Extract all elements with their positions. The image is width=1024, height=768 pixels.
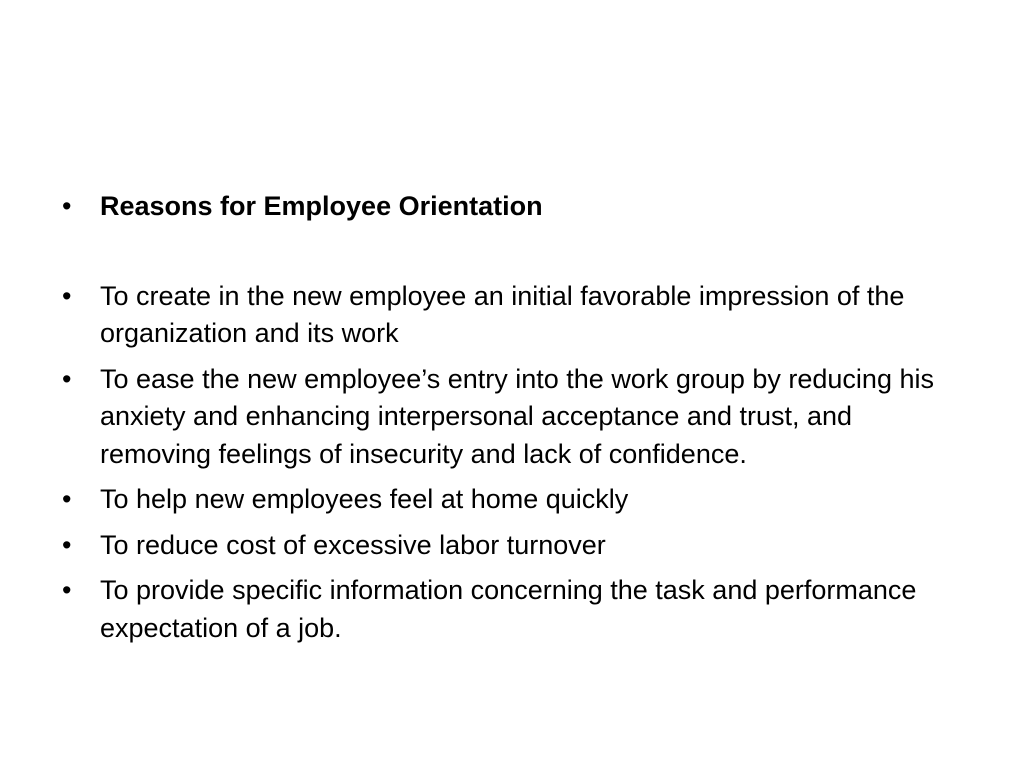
bullet-dot-icon: • bbox=[62, 575, 72, 605]
bullet-item-text: To provide specific information concerning the task and performance expectation of a job. bbox=[100, 575, 917, 643]
bullet-dot-icon: • bbox=[62, 529, 72, 560]
bullet-item bbox=[62, 527, 962, 565]
bullet-dot-icon: • bbox=[62, 484, 72, 514]
bullet-item bbox=[62, 361, 962, 474]
bullet-list bbox=[62, 188, 962, 647]
bullet-dot-icon: • bbox=[62, 363, 72, 394]
bullet-heading bbox=[62, 188, 962, 226]
bullet-item-text: To create in the new employee an initial favorable impression of the organization and its work bbox=[100, 280, 905, 348]
bullet-heading-text: Reasons for Employee Orientation bbox=[100, 191, 543, 221]
bullet-item-text: To help new employees feel at home quickly bbox=[100, 484, 629, 514]
bullet-item bbox=[62, 278, 962, 353]
bullet-item-text: To reduce cost of excessive labor turnover bbox=[100, 529, 606, 560]
bullet-dot-icon: • bbox=[62, 280, 72, 311]
bullet-dot-icon: • bbox=[62, 191, 72, 221]
bullet-item-text: To ease the new employee’s entry into the work group by reducing his anxiety and enhancing interpersonal acceptance and trust, and removing feelings of insecurity and lack of confidence. bbox=[100, 363, 934, 469]
bullet-item bbox=[62, 481, 962, 519]
bullet-item bbox=[62, 572, 962, 647]
